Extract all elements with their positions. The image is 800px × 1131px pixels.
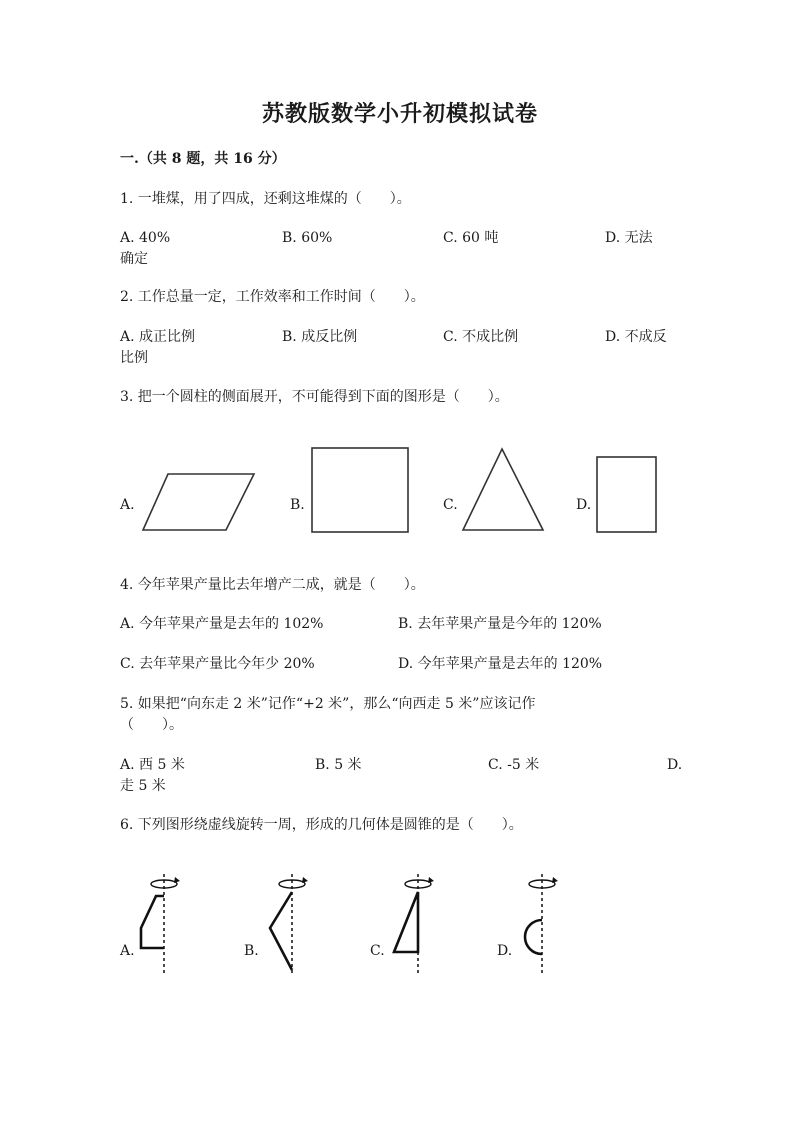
q5-option-b: B. 5 米: [315, 757, 362, 773]
q6-figure-c-rotation: [390, 870, 440, 976]
page-title: 苏教版数学小升初模拟试卷: [261, 101, 538, 127]
q2-option-c: C. 不成比例: [443, 329, 519, 345]
q3-figure-parallelogram: [140, 470, 260, 535]
question-5-stem: 5. 如果把“向东走 2 米”记作“+2 米”，那么“向西走 5 米”应该记作: [120, 696, 536, 712]
q6-figure-d-rotation: [514, 870, 564, 976]
question-4-stem: 4. 今年苹果产量比去年增产二成，就是（ ）。: [120, 577, 425, 593]
q4-option-b: B. 去年苹果产量是今年的 120%: [398, 616, 602, 632]
section-heading: 一.（共 8 题，共 16 分）: [120, 151, 286, 167]
question-2-stem: 2. 工作总量一定，工作效率和工作时间（ ）。: [120, 289, 425, 305]
q6-option-b: B.: [244, 943, 259, 959]
q3-option-d: D.: [576, 497, 592, 513]
q4-option-d: D. 今年苹果产量是去年的 120%: [398, 656, 603, 672]
q2-option-b: B. 成反比例: [282, 329, 358, 345]
question-5-stem-wrap: （ ）。: [120, 717, 183, 733]
q2-option-d-wrap: 比例: [120, 350, 148, 366]
q5-option-a: A. 西 5 米: [120, 757, 185, 773]
q5-option-d-wrap: 走 5 米: [120, 778, 166, 794]
q2-option-a: A. 成正比例: [120, 329, 196, 345]
q3-figure-rectangle: [595, 455, 659, 535]
q6-option-d: D.: [497, 943, 513, 959]
q2-option-d: D. 不成反: [605, 329, 667, 345]
question-1-stem: 1. 一堆煤，用了四成，还剩这堆煤的（ ）。: [120, 191, 411, 207]
q6-figure-a-rotation: [136, 870, 186, 976]
q5-option-c: C. -5 米: [488, 757, 540, 773]
q6-option-a: A.: [120, 943, 135, 959]
q1-option-c: C. 60 吨: [443, 230, 499, 246]
q5-option-d: D.: [667, 757, 683, 773]
q1-option-a: A. 40%: [120, 230, 171, 246]
q3-option-b: B.: [290, 497, 305, 513]
q1-option-b: B. 60%: [282, 230, 333, 246]
q4-option-c: C. 去年苹果产量比今年少 20%: [120, 656, 315, 672]
q4-option-a: A. 今年苹果产量是去年的 102%: [120, 616, 324, 632]
q3-option-a: A.: [120, 497, 135, 513]
question-6-stem: 6. 下列图形绕虚线旋转一周，形成的几何体是圆锥的是（ ）。: [120, 817, 523, 833]
q3-figure-square: [310, 446, 410, 534]
q6-figure-b-rotation: [264, 870, 314, 976]
q3-option-c: C.: [443, 497, 458, 513]
q1-option-d-wrap: 确定: [120, 251, 148, 267]
q6-option-c: C.: [370, 943, 385, 959]
question-3-stem: 3. 把一个圆柱的侧面展开，不可能得到下面的图形是（ ）。: [120, 389, 509, 405]
q1-option-d: D. 无法: [605, 230, 653, 246]
q3-figure-triangle: [460, 446, 546, 534]
